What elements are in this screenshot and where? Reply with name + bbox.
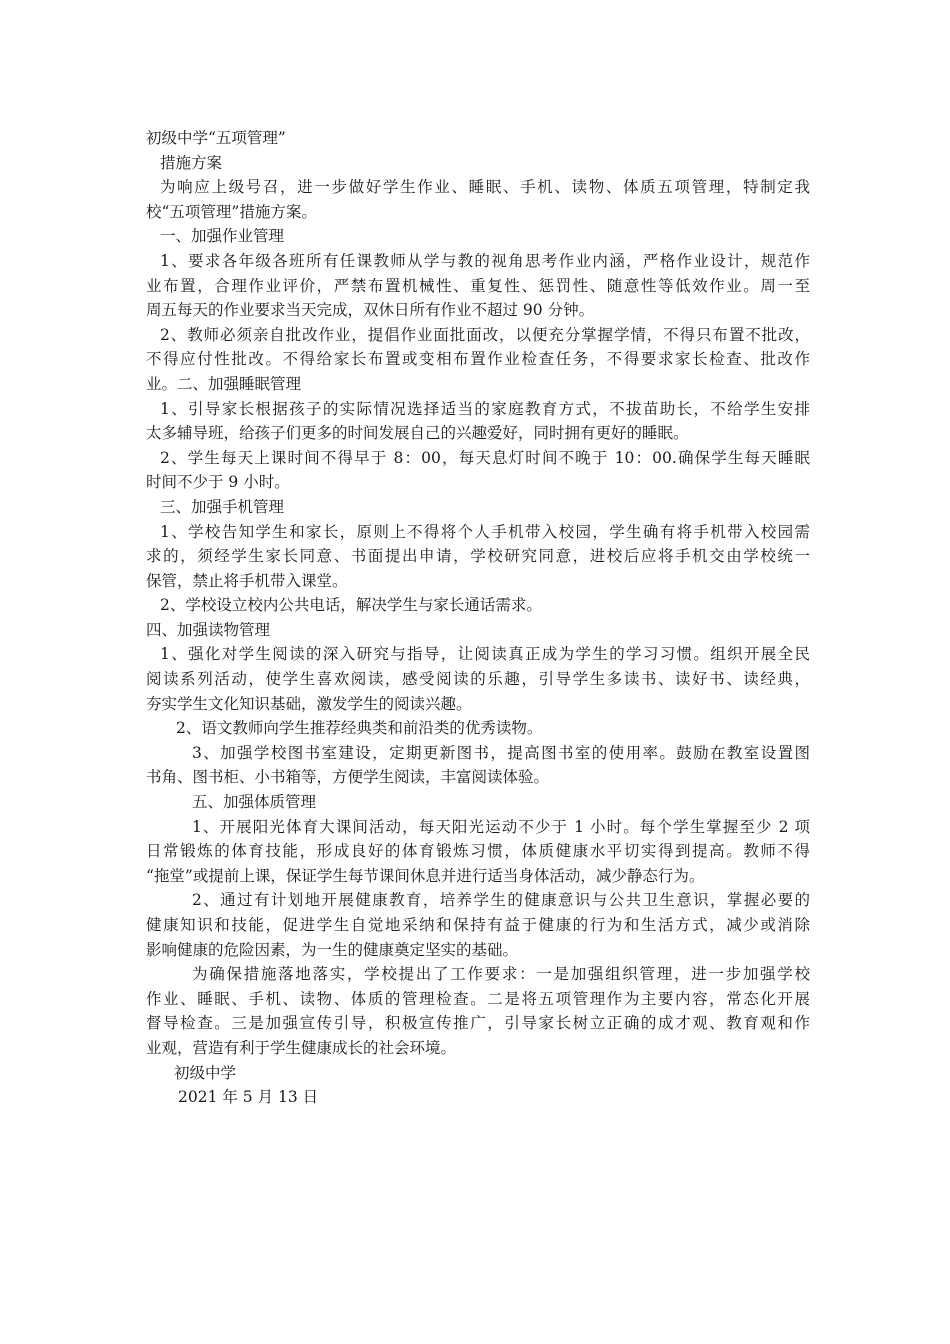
paragraph-line: 阅读系列活动，使学生喜欢阅读，感受阅读的乐趣，引导学生多读书、读好书、读经典， (146, 670, 810, 689)
paragraph-line: 2、学校设立校内公共电话，解决学生与家长通话需求。 (160, 596, 542, 615)
paragraph-line: “拖堂”或提前上课，保证学生每节课间休息并进行适当身体活动，减少静态行为。 (146, 866, 705, 885)
paragraph-line: 业布置，合理作业评价，严禁布置机械性、重复性、惩罚性、随意性等低效作业。周一至 (146, 276, 810, 295)
section-heading-fitness: 五、加强体质管理 (192, 793, 317, 812)
paragraph-line: 1、要求各年级各班所有任课教师从学与教的视角思考作业内涵，严格作业设计，规范作 (160, 251, 810, 270)
paragraph-line: 2、学生每天上课时间不得早于 8：00，每天息灯时间不晚于 10：00.确保学生每天睡眠 (160, 448, 810, 467)
paragraph-line: 时间不少于 9 小时。 (146, 473, 290, 492)
paragraph-line: 2、通过有计划地开展健康教育，培养学生的健康意识与公共卫生意识，掌握必要的 (192, 891, 810, 910)
paragraph-line: 求的，须经学生家长同意、书面提出申请，学校研究同意，进校后应将手机交由学校统一 (146, 547, 810, 566)
paragraph-line: 1、强化对学生阅读的深入研究与指导，让阅读真正成为学生的学习习惯。组织开展全民 (160, 645, 810, 664)
section-heading-reading: 四、加强读物管理 (146, 620, 271, 639)
paragraph-line: 书角、图书柜、小书箱等，方便学生阅读，丰富阅读体验。 (146, 768, 550, 787)
paragraph-line: 周五每天的作业要求当天完成，双休日所有作业不超过 90 分钟。 (146, 301, 595, 320)
paragraph-line: 健康知识和技能，促进学生自觉地采纳和保持有益于健康的行为和生活方式，减少或消除 (146, 916, 810, 934)
signature: 初级中学 (174, 1063, 237, 1082)
paragraph-line: 3、加强学校图书室建设，定期更新图书，提高图书室的使用率。鼓励在教室设置图 (192, 743, 810, 762)
document-title: 初级中学“五项管理” (146, 129, 286, 147)
closing-line: 为确保措施落地落实，学校提出了工作要求：一是加强组织管理，进一步加强学校 (192, 965, 810, 984)
paragraph-line: 业。二、加强睡眠管理 (146, 374, 302, 393)
closing-line: 业观，营造有利于学生健康成长的社会环境。 (146, 1038, 457, 1057)
section-heading-phone: 三、加强手机管理 (160, 497, 285, 516)
document-body (146, 126, 810, 1110)
paragraph-line: 太多辅导班，给孩子们更多的时间发展自己的兴趣爱好，同时拥有更好的睡眠。 (146, 424, 689, 443)
document-date: 2021 年 5 月 13 日 (178, 1088, 319, 1107)
paragraph-line: 保管，禁止将手机带入课堂。 (146, 571, 348, 590)
closing-line: 督导检查。三是加强宣传引导，积极宣传推广，引导家长树立正确的成才观、教育观和作 (146, 1014, 810, 1033)
closing-line: 作业、睡眠、手机、读物、体质的管理检查。二是将五项管理作为主要内容，常态化开展 (146, 989, 810, 1008)
paragraph-line: 不得应付性批改。不得给家长布置或变相布置作业检查任务，不得要求家长检查、批改作 (146, 350, 810, 369)
paragraph-line: 影响健康的危险因素，为一生的健康奠定坚实的基础。 (146, 940, 519, 959)
intro-line: 校“五项管理”措施方案。 (146, 202, 317, 221)
paragraph-line: 2、语文教师向学生推荐经典类和前沿类的优秀读物。 (176, 719, 543, 738)
section-heading-homework: 一、加强作业管理 (160, 227, 285, 246)
paragraph-line: 1、开展阳光体育大课间活动，每天阳光运动不少于 1 小时。每个学生掌握至少 2 项 (192, 817, 810, 836)
paragraph-line: 夯实学生文化知识基础，激发学生的阅读兴趣。 (146, 694, 472, 713)
intro-line: 为响应上级号召，进一步做好学生作业、睡眠、手机、读物、体质五项管理，特制定我 (160, 178, 810, 197)
paragraph-line: 2、教师必须亲自批改作业，提倡作业面批面改，以便充分掌握学情，不得只布置不批改， (160, 325, 810, 344)
paragraph-line: 1、学校告知学生和家长，原则上不得将个人手机带入校园，学生确有将手机带入校园需 (160, 522, 810, 541)
paragraph-line: 日常锻炼的体育技能，形成良好的体育锻炼习惯，体质健康水平切实得到提高。教师不得 (146, 842, 810, 861)
paragraph-line: 1、引导家长根据孩子的实际情况选择适当的家庭教育方式，不拔苗助长，不给学生安排 (160, 399, 810, 418)
document-subtitle: 措施方案 (160, 153, 223, 172)
